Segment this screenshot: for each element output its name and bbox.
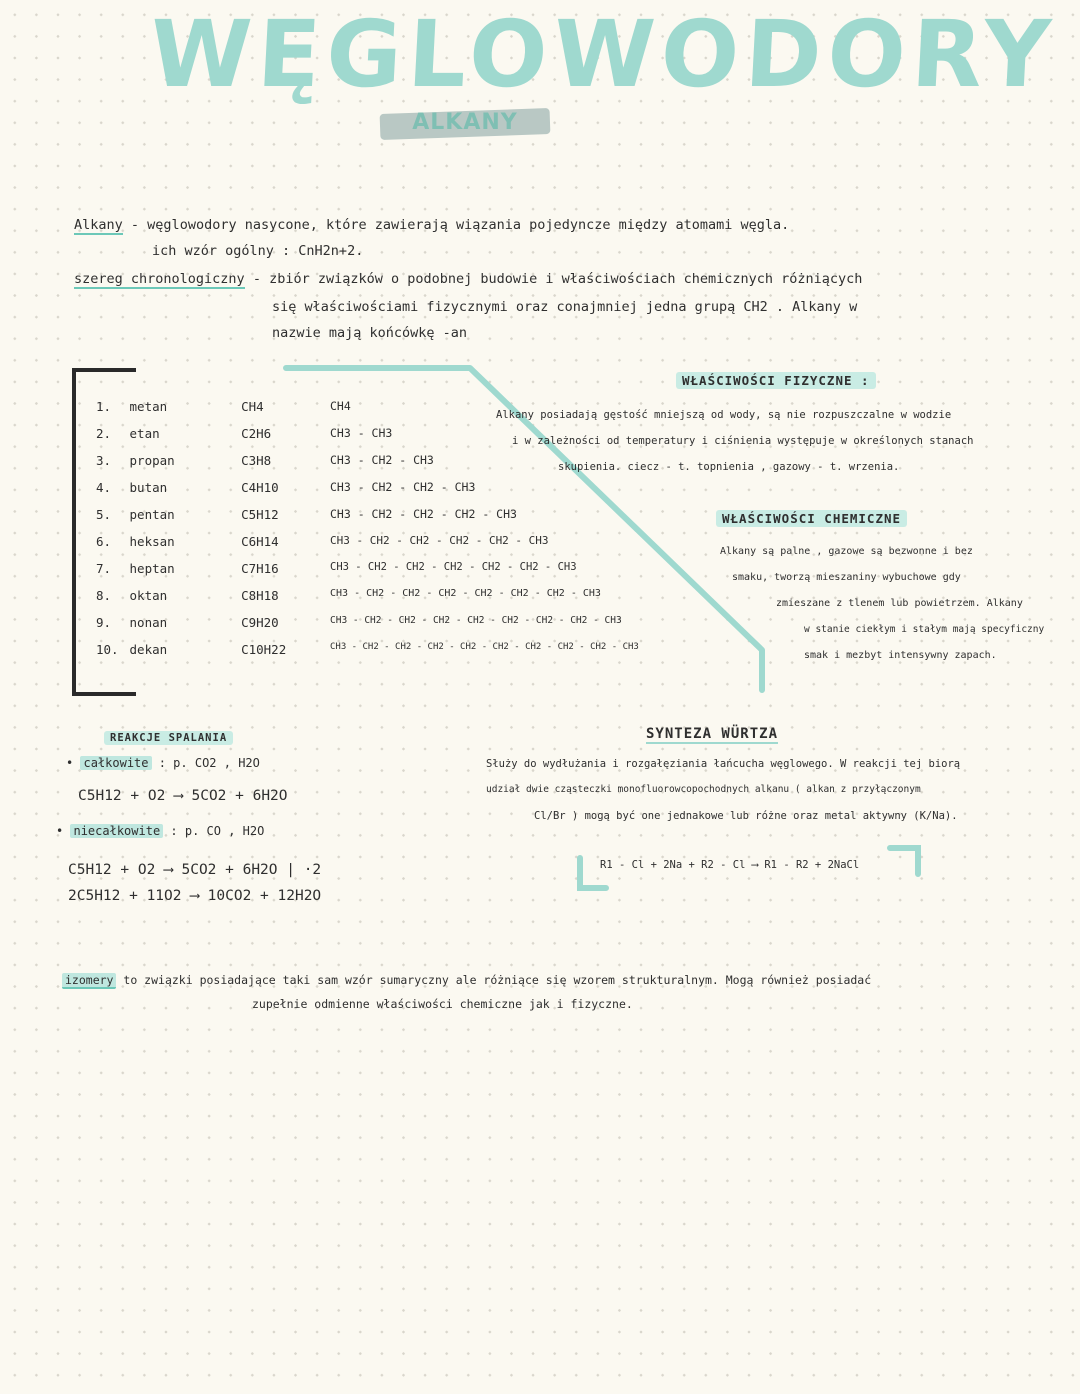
alkane-structure: CH3 - CH2 - CH2 - CH2 - CH2 - CH2 - CH3 — [330, 561, 577, 573]
alkane-structure: CH4 — [330, 399, 351, 413]
alkane-structure: CH3 - CH3 — [330, 426, 393, 440]
alkane-name: nonan — [129, 615, 168, 630]
alkane-formula: C4H10 — [241, 480, 279, 495]
alkane-formula: C3H8 — [241, 453, 272, 468]
wurtz-line-2: udział dwie cząsteczki monofluorowcopochodnych alkanu ( alkan z przyłączonym — [486, 784, 921, 795]
alkane-structure: CH3 - CH2 - CH2 - CH2 - CH2 - CH2 - CH2 - CH2 - CH3 — [330, 615, 622, 626]
combustion-heading: REAKCJE SPALANIA — [104, 731, 233, 745]
szereg-term: szereg chronologiczny — [74, 271, 245, 287]
incomplete-combustion: • niecałkowite : p. CO , H2O — [56, 824, 265, 838]
alkane-name: oktan — [129, 588, 168, 603]
chemical-line-3: zmieszane z tlenem lub powietrzem. Alkany — [776, 598, 1023, 609]
alkane-number: 2. — [96, 426, 112, 441]
alkany-term: Alkany — [74, 217, 123, 233]
complete-equation: C5H12 + O2 ⟶ 5CO2 + 6H2O — [78, 788, 288, 804]
isomers-line-1: to związki posiadające taki sam wzór sumaryczny ale różniące się wzorem strukturalnym. Mogą również posiadać — [123, 973, 872, 987]
physical-line-3: skupienia. ciecz - t. topnienia , gazowy - t. wrzenia. — [558, 461, 900, 473]
incomplete-equation-2: 2C5H12 + 11O2 ⟶ 10CO2 + 12H2O — [68, 888, 322, 904]
complete-products: : p. CO2 , H2O — [158, 756, 260, 770]
alkany-definition — [74, 214, 1034, 236]
alkane-row — [96, 453, 341, 468]
alkane-name: metan — [129, 399, 168, 414]
alkane-formula: C6H14 — [241, 534, 279, 549]
page-title: WĘGLOWODORY — [147, 1, 1059, 108]
physical-line-1: Alkany posiadają gęstość mniejszą od wody, są nie rozpuszczalne w wodzie — [496, 409, 952, 421]
alkane-row — [96, 426, 341, 441]
alkane-number: 7. — [96, 561, 112, 576]
alkane-structure: CH3 - CH2 - CH2 - CH2 - CH3 — [330, 507, 517, 521]
incomplete-equation-1: C5H12 + O2 ⟶ 5CO2 + 6H2O | ·2 — [68, 862, 322, 878]
alkane-formula: C8H18 — [241, 588, 279, 603]
alkane-formula: C9H20 — [241, 615, 279, 630]
alkane-structure: CH3 - CH2 - CH2 - CH2 - CH2 - CH3 — [330, 534, 549, 547]
alkane-name: etan — [129, 426, 160, 441]
chemical-line-4: w stanie ciekłym i stałym mają specyficzny — [804, 624, 1045, 635]
isomers-line-2: zupełnie odmienne właściwości chemiczne jak i fizyczne. — [252, 997, 633, 1011]
page-subtitle: ALKANY — [380, 103, 550, 143]
alkane-name: pentan — [129, 507, 175, 522]
incomplete-products: : p. CO , H2O — [170, 824, 265, 838]
chemical-line-5: smak i mezbyt intensywny zapach. — [804, 650, 997, 661]
alkane-name: heptan — [129, 561, 175, 576]
alkane-row — [96, 534, 341, 549]
physical-line-2: i w zależności od temperatury i ciśnienia występuje w określonych stanach — [512, 435, 974, 447]
incomplete-label: niecałkowite — [70, 824, 163, 838]
alkane-formula: CH4 — [241, 399, 264, 414]
wurtz-line-3: Cl/Br ) mogą być one jednakowe lub różne oraz metal aktywny (K/Na). — [534, 810, 958, 822]
wurtz-equation: R1 - Cl + 2Na + R2 - Cl ⟶ R1 - R2 + 2NaCl — [600, 859, 860, 871]
alkane-formula: C7H16 — [241, 561, 279, 576]
physical-heading: WŁAŚCIWOŚCI FIZYCZNE : — [676, 372, 876, 389]
physical-text — [496, 402, 1056, 480]
alkane-row — [96, 399, 341, 414]
alkane-structure: CH3 - CH2 - CH2 - CH2 - CH2 - CH2 - CH2 - CH2 - CH2 - CH3 — [330, 642, 639, 652]
alkane-name: propan — [129, 453, 175, 468]
alkane-row — [96, 615, 341, 630]
chemical-text — [720, 539, 1070, 669]
isomers-term: izomery — [62, 973, 116, 989]
szereg-line-2: się właściwościami fizycznymi oraz conajmniej jedna grupą CH2 . Alkany w — [272, 299, 858, 315]
alkane-number: 10. — [96, 642, 119, 657]
szereg-definition — [74, 268, 1054, 290]
wurtz-heading: SYNTEZA WÜRTZA — [646, 726, 779, 742]
szereg-line-3: nazwie mają końcówkę -an — [272, 325, 468, 341]
alkane-number: 6. — [96, 534, 112, 549]
complete-combustion: • całkowite : p. CO2 , H2O — [66, 756, 260, 770]
alkane-row — [96, 642, 341, 657]
alkane-row — [96, 561, 341, 576]
alkane-structure: CH3 - CH2 - CH3 — [330, 453, 434, 467]
complete-label: całkowite — [80, 756, 151, 770]
chemical-line-2: smaku, tworzą mieszaniny wybuchowe gdy — [732, 572, 961, 583]
alkany-text: - węglowodory nasycone, które zawierają wiązania pojedyncze między atomami węgla. — [130, 217, 790, 233]
alkane-formula: C10H22 — [241, 642, 287, 657]
szereg-text: - zbiór związków o podobnej budowie i właściwościach chemicznych różniących — [252, 271, 863, 287]
alkane-formula: C2H6 — [241, 426, 272, 441]
formula-line: ich wzór ogólny : CnH2n+2. — [152, 243, 364, 259]
wurtz-line-1: Służy do wydłużania i rozgałęziania łańcucha węglowego. W reakcji tej biorą — [486, 758, 961, 770]
alkane-number: 1. — [96, 399, 112, 414]
alkane-structure: CH3 - CH2 - CH2 - CH3 — [330, 480, 476, 494]
alkane-number: 8. — [96, 588, 112, 603]
isomers-definition — [62, 968, 1062, 1016]
wurtz-text — [486, 751, 1046, 829]
alkane-row — [96, 507, 341, 522]
alkane-name: butan — [129, 480, 168, 495]
alkane-structure: CH3 - CH2 - CH2 - CH2 - CH2 - CH2 - CH2 - CH3 — [330, 588, 601, 599]
alkane-formula: C5H12 — [241, 507, 279, 522]
alkane-name: dekan — [129, 642, 168, 657]
alkane-number: 9. — [96, 615, 112, 630]
alkane-name: heksan — [129, 534, 175, 549]
alkane-number: 5. — [96, 507, 112, 522]
alkane-row — [96, 588, 341, 603]
chemical-heading: WŁAŚCIWOŚCI CHEMICZNE — [716, 510, 907, 527]
chemical-line-1: Alkany są palne , gazowe są bezwonne i bez — [720, 546, 973, 557]
alkane-row — [96, 480, 341, 495]
alkane-number: 4. — [96, 480, 112, 495]
alkane-number: 3. — [96, 453, 112, 468]
